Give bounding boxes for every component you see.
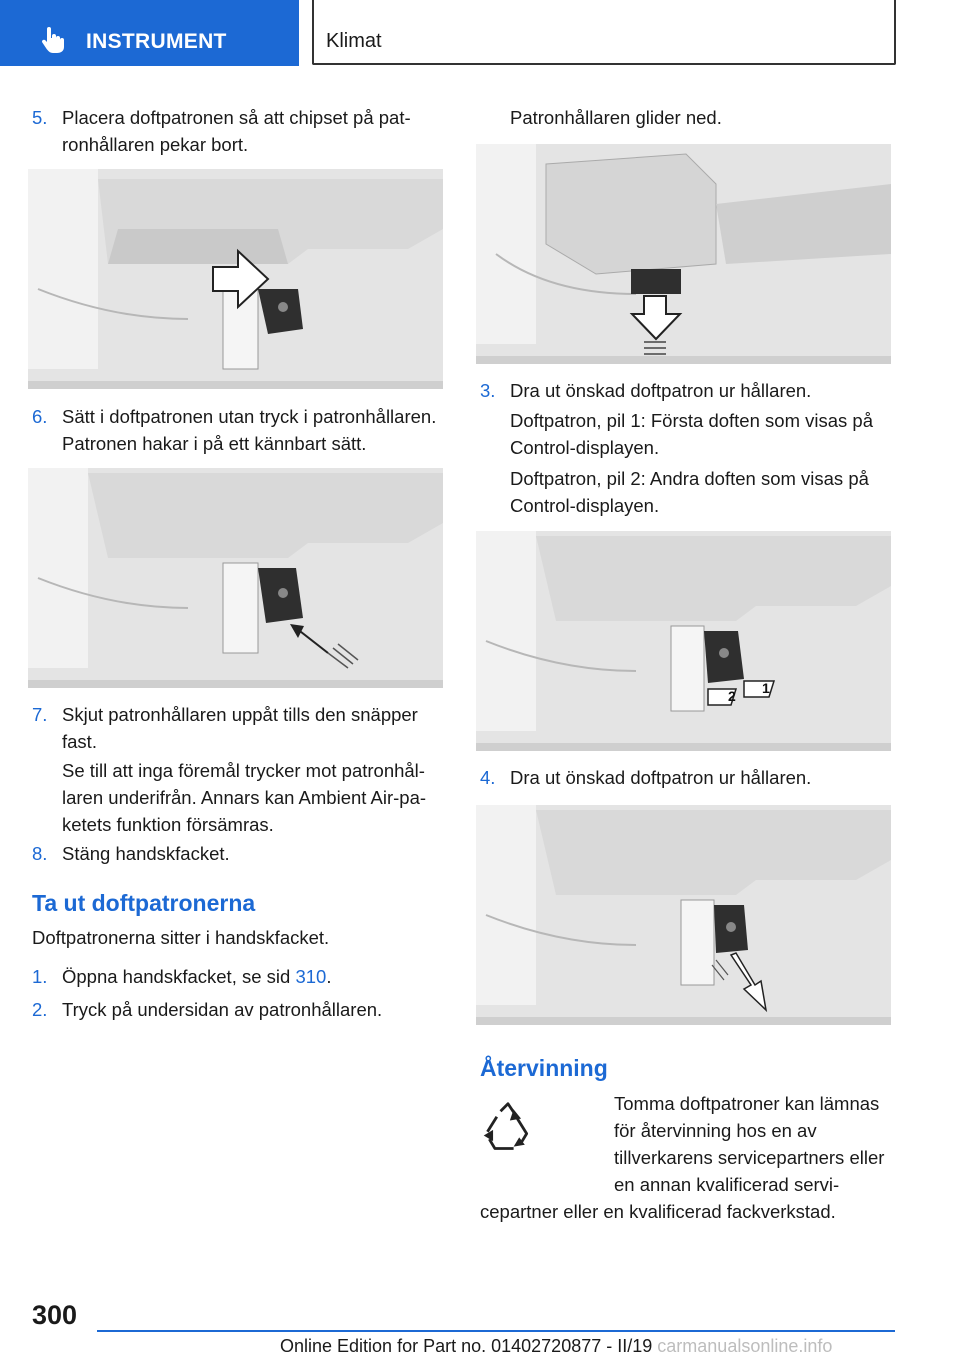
footer-edition: Online Edition for Part no. 01402720877 - II/19 carmanualsonline.info [280,1336,833,1356]
step-text: Dra ut önskad doftpatron ur hållaren. [510,767,812,788]
step-note-1: Doftpatron, pil 1: Första doften som visas på Control-displayen. [510,410,873,458]
step-number: 1. [32,966,48,987]
section-title: Klimat [326,30,382,52]
illustration-holder-slides-down [476,144,891,364]
step-text: Sätt i doftpatronen utan tryck i patronhållaren. Patronen hakar i på ett kännbart sätt. [62,406,437,454]
step-7 [32,701,457,836]
recycling-text: Tomma doftpatroner kan lämnas för återvinning hos en av tillverkarens servicepartners eller en annan kvalificerad servicepartner eller en kvalificerad fackverkstad. [480,1093,885,1222]
step-text: Tryck på undersidan av patronhållaren. [62,999,383,1020]
step-4 [480,764,905,792]
intro-text: Doftpatronerna sitter i handskfacket. [32,927,330,948]
step-number: 6. [32,406,48,427]
step-8 [32,840,457,868]
step-6 [32,403,457,459]
step-1 [32,963,457,991]
step-3 [480,377,905,517]
hand-pointer-icon [38,26,66,54]
step-text: Stäng handskfacket. [62,843,230,864]
illustration-cartridge-clicks [28,468,443,688]
chapter-tab[interactable] [0,0,299,66]
step-2 [32,996,457,1024]
page-number: 300 [32,1300,78,1330]
step-number: 4. [480,767,496,788]
step-number: 2. [32,999,48,1020]
chapter-tab-label: INSTRUMENT [86,30,227,53]
section-header [312,0,896,65]
illustration-insert-cartridge [28,169,443,389]
illustration-remove-cartridge [476,805,891,1025]
step-note-2: Doftpatron, pil 2: Andra doften som visas på Control-displayen. [510,468,869,516]
step-text: Dra ut önskad doftpatron ur hållaren. [510,380,812,401]
watermark: carmanualsonline.info [657,1336,833,1356]
arrow-label-2: 2 [728,688,736,704]
step-number: 8. [32,843,48,864]
step-text: Placera doftpatronen så att chipset på patronhållaren pekar bort. [62,107,411,155]
page-link[interactable]: 310 [295,966,327,987]
section-heading-recycling: Återvinning [480,1055,608,1081]
step-5 [32,104,457,160]
step-number: 3. [480,380,496,401]
section-heading-remove: Ta ut doftpatronerna [32,890,256,916]
step-note: Se till att inga föremål trycker mot patronhållaren underifrån. Annars kan Ambient Air-paketets funktion försämras. [62,760,427,835]
step-text: Skjut patronhållaren uppåt tills den snäpper fast. [62,704,418,752]
step-text: Öppna handskfacket, se sid 310. [62,966,332,987]
step-number: 7. [32,704,48,725]
illustration-pull-cartridge-arrows [476,531,891,751]
footer-rule [97,1330,895,1332]
arrow-label-1: 1 [762,680,770,696]
continued-text: Patronhållaren glider ned. [510,107,722,128]
step-number: 5. [32,107,48,128]
